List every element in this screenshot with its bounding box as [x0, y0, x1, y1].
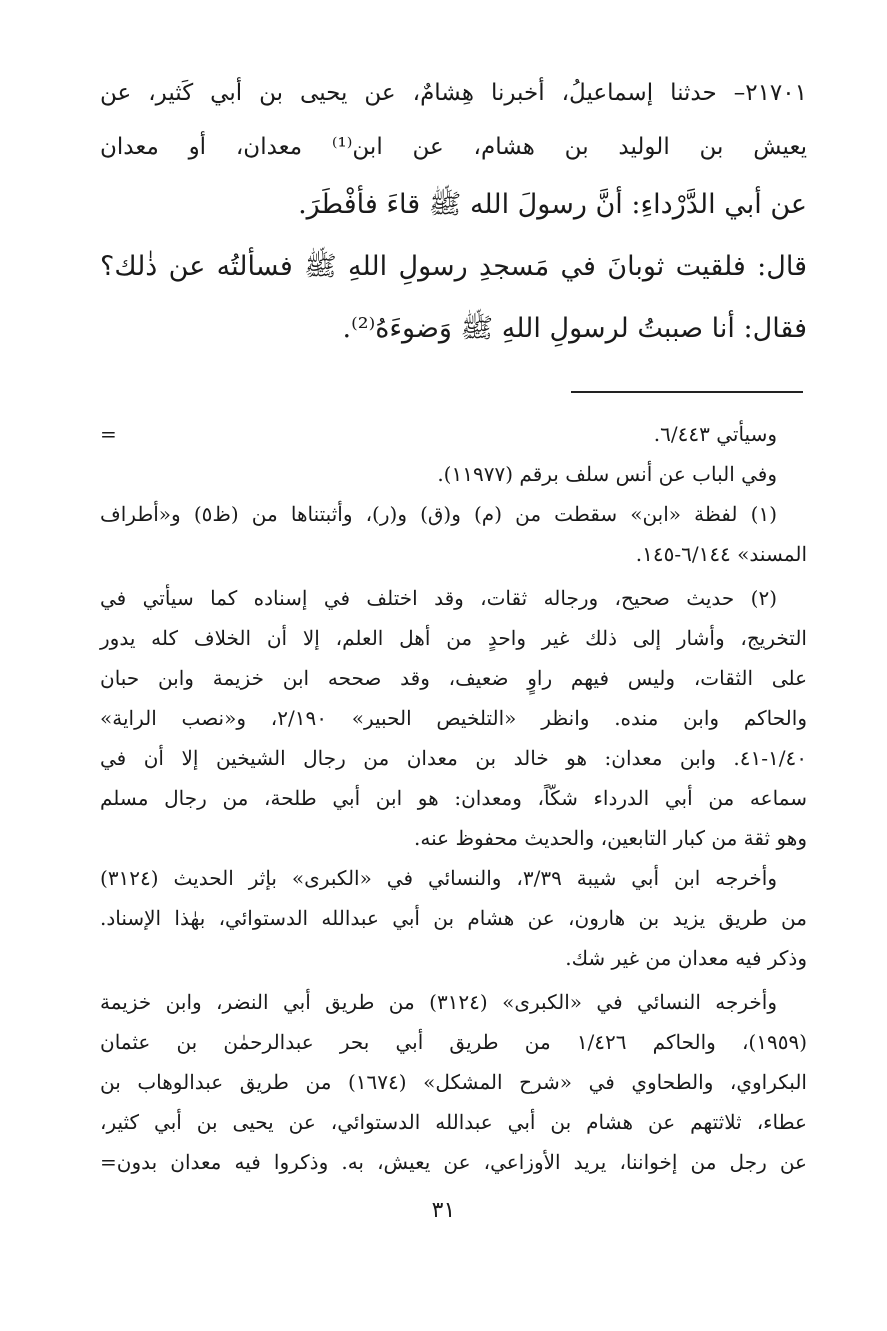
footnote-line: ١/٤٠-٤١. وابن معدان: هو خالد بن معدان من رجال الشيخين إلا أن في [100, 746, 807, 770]
footnote-line: على الثقات، وليس فيهم راوٍ ضعيف، وقد صححه ابن خزيمة وابن حبان [100, 666, 807, 690]
hadith-line: عن أبي الدَّرْداءِ: أنَّ رسولَ الله ﷺ قاءَ فأفْطَرَ. [298, 189, 807, 220]
page-number: ٣١ [431, 1198, 456, 1223]
footnote-line: (١٩٥٩)، والحاكم ١/٤٢٦ من طريق أبي بحر عبدالرحمٰن بن عثمان [100, 1030, 807, 1054]
footnote-line: وفي الباب عن أنس سلف برقم (١١٩٧٧). [437, 462, 777, 486]
footnotes [100, 420, 807, 1188]
footnote-line: والحاكم وابن منده. وانظر «التلخيص الحبير» ٢/١٩٠، و«نصب الراية» [100, 706, 807, 730]
footnote-line: البكراوي، والطحاوي في «شرح المشكل» (١٦٧٤) من طريق عبدالوهاب بن [100, 1070, 807, 1094]
footnote-line: وأخرجه ابن أبي شيبة ٣/٣٩، والنسائي في «الكبرى» بإثر الحديث (٣١٢٤) [100, 866, 777, 890]
footnote-line: وسيأتي ٦/٤٤٣. [653, 422, 777, 446]
footnote-line: (١) لفظة «ابن» سقطت من (م) و(ق) و(ر)، وأثبتناها من (ظ٥) و«أطراف [100, 502, 777, 526]
footnote-line: (٢) حديث صحيح، ورجاله ثقات، وقد اختلف في إسناده كما سيأتي في [100, 586, 777, 610]
footnote-line: وهو ثقة من كبار التابعين، والحديث محفوظ عنه. [414, 826, 807, 850]
hadith-line: فقال: أنا صببتُ لرسولِ اللهِ ﷺ وَضوءَهُ⁽²⁾. [342, 313, 807, 344]
footnote-line: وأخرجه النسائي في «الكبرى» (٣١٢٤) من طريق أبي النضر، وابن خزيمة [100, 990, 777, 1014]
footnote-line: من طريق يزيد بن هارون، عن هشام بن أبي عبدالله الدستوائي، بهٰذا الإسناد. [100, 906, 807, 930]
footnote-separator [571, 391, 803, 393]
footnote-line: وذكر فيه معدان من غير شك. [565, 946, 807, 970]
hadith-line: يعيش بن الوليد بن هشام، عن ابن⁽¹⁾ معدان، أو معدان [100, 134, 807, 160]
footnote-line: عطاء، ثلاثتهم عن هشام بن أبي عبدالله الدستوائي، عن يحيى بن أبي كثير، [100, 1110, 807, 1134]
hadith-line: قال: فلقيت ثوبانَ في مَسجدِ رسولِ اللهِ ﷺ فسألتُه عن ذٰلك؟ [100, 251, 807, 282]
footnote-line: التخريج، وأشار إلى ذلك غير واحدٍ من أهل العلم، إلا أن الخلاف كله يدور [100, 626, 807, 650]
hadith-text [100, 78, 807, 346]
footnote-line: سماعه من أبي الدرداء شكّاً، ومعدان: هو ابن أبي طلحة، من رجال مسلم [100, 786, 807, 810]
footnote-line: عن رجل من إخواننا، يريد الأوزاعي، عن يعيش، به. وذكروا فيه معدان بدون= [100, 1150, 807, 1174]
continuation-mark: = [100, 422, 117, 446]
footnote-line: المسند» ٦/١٤٤-١٤٥. [635, 542, 807, 566]
hadith-line: ٢١٧٠١– حدثنا إسماعيلُ، أخبرنا هِشامٌ، عن يحيى بن أبي كَثير، عن [100, 80, 807, 106]
